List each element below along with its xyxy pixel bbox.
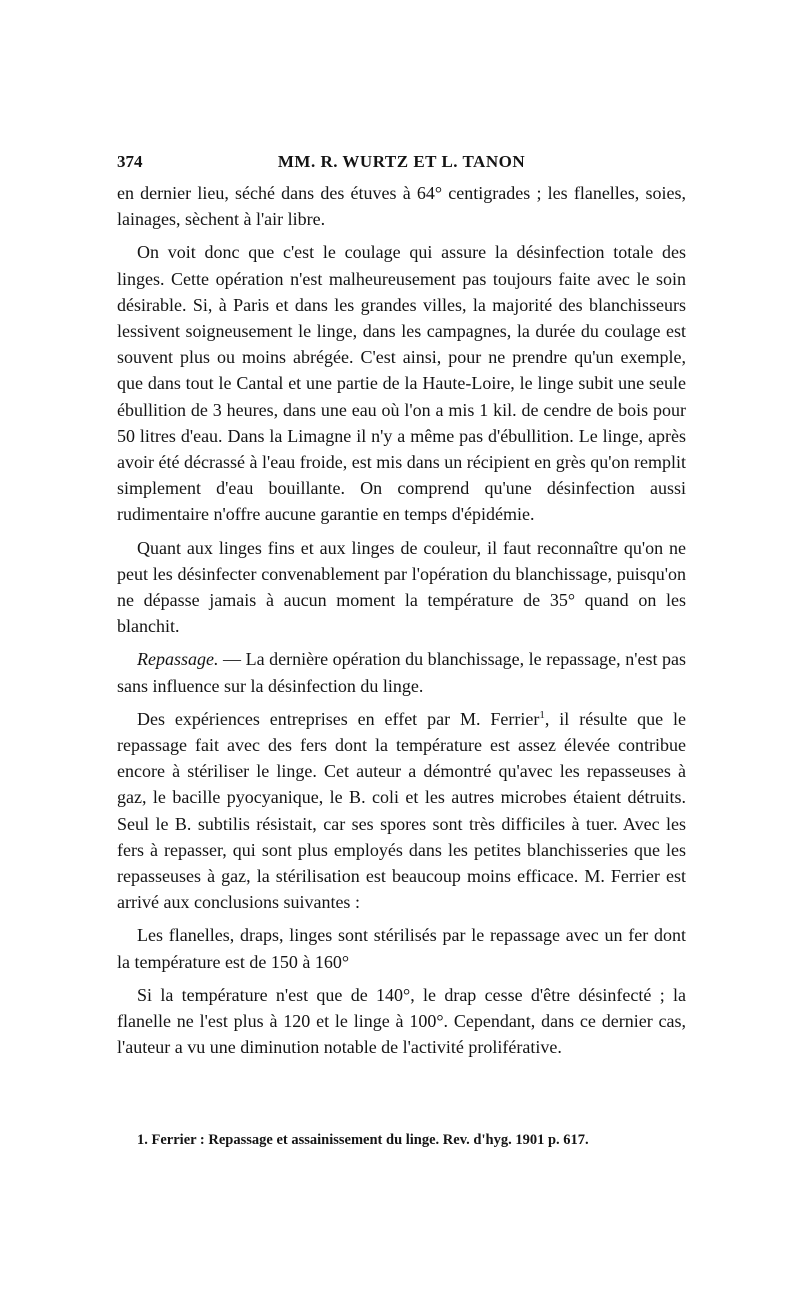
paragraph-4 — [117, 646, 686, 698]
section-heading-repassage: Repassage. — [137, 649, 219, 670]
footnote-reference: 1 — [539, 708, 545, 721]
paragraph-5 — [117, 706, 686, 916]
paragraph-2: On voit donc que c'est le coulage qui assure la désinfection totale des linges. Cette opération n'est malheureusement pas toujours faite avec le soin désirable. Si, à Paris et dans les grandes villes, la majorité des blanchisseurs lessivent soigneusement le linge, dans les campagnes, la durée du coulage est souvent plus ou moins abrégée. C'est ainsi, pour ne prendre qu'un exemple, que dans tout le Cantal et une partie de la Haute-Loire, le linge subit une seule ébullition de 3 heures, dans une eau où l'on a mis 1 kil. de cendre de bois pour 50 litres d'eau. Dans la Limagne il n'y a même pas d'ébullition. Le linge, après avoir été décrassé à l'eau froide, est mis dans un récipient en grès qu'on remplit simplement d'eau bouillante. On comprend qu'une désinfection aussi rudimentaire n'offre aucune garantie en temps d'épidémie. — [117, 242, 686, 525]
page-number: 374 — [117, 152, 143, 171]
page-header — [117, 152, 686, 176]
running-title: MM. R. WURTZ ET L. TANON — [277, 152, 526, 171]
paragraph-5-part-a: Des expériences entreprises en effet par M. Ferrier — [137, 708, 540, 729]
body-text — [117, 180, 686, 1068]
footnote: 1. Ferrier : Repassage et assainissement du linge. Rev. d'hyg. 1901 p. 617. — [137, 1132, 589, 1148]
paragraph-7: Si la température n'est que de 140°, le drap cesse d'être désinfecté ; la flanelle ne l'est plus à 120 et le linge à 100°. Cependant, dans ce dernier cas, l'auteur a vu une diminution notable de l'activité proliférative. — [117, 984, 686, 1058]
paragraph-5-part-b: , il résulte que le repassage fait avec des fers dont la température est assez élevée contribue encore à stériliser le linge. Cet auteur a démontré qu'avec les repasseuses à gaz, le bacille pyocyanique, le B. coli et les autres microbes étaient détruits. Seul le B. subtilis résistait, car ses spores sont très difficiles à tuer. Avec les fers à repasser, qui sont plus employés dans les petites blanchisseries que les repasseuses à gaz, la stérilisation est beaucoup moins efficace. M. Ferrier est arrivé aux conclusions suivantes : — [117, 708, 686, 913]
paragraph-1: en dernier lieu, séché dans des étuves à 64° centigrades ; les flanelles, soies, lainages, sèchent à l'air libre. — [117, 183, 686, 230]
paragraph-3: Quant aux linges fins et aux linges de couleur, il faut reconnaître qu'on ne peut les désinfecter convenablement par l'opération du blanchissage, puisqu'on ne dépasse jamais à aucun moment la température de 35° quand on les blanchit. — [117, 537, 686, 637]
paragraph-4-text: — La dernière opération du blanchissage, le repassage, n'est pas sans influence sur la désinfection du linge. — [117, 649, 686, 696]
paragraph-6: Les flanelles, draps, linges sont stérilisés par le repassage avec un fer dont la température est de 150 à 160° — [117, 925, 686, 972]
